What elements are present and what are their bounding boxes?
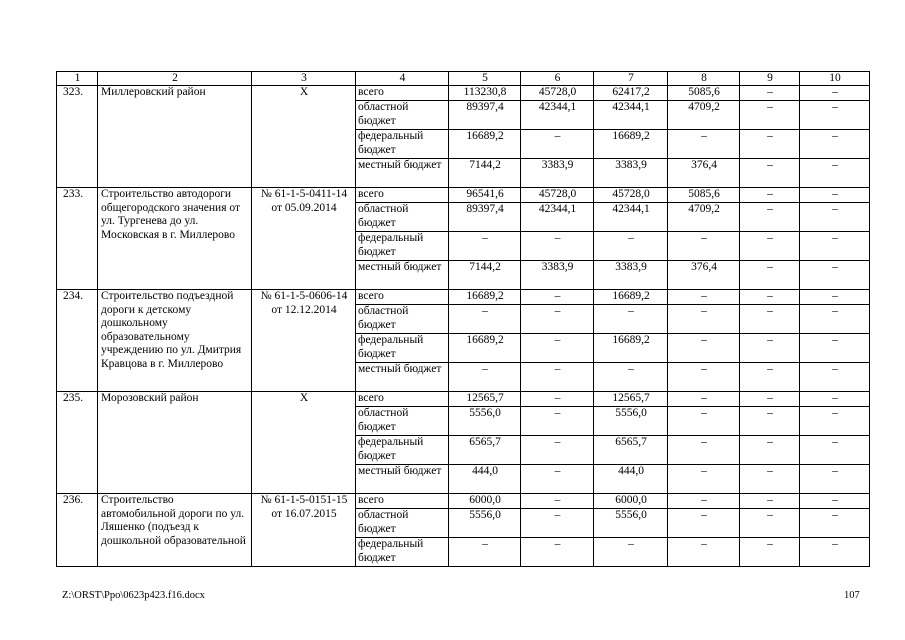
value-cell: 89397,4 xyxy=(449,101,521,130)
value-cell: – xyxy=(740,305,800,334)
funding-source-cell: федеральный бюджет xyxy=(356,436,449,465)
value-cell: 5556,0 xyxy=(594,407,668,436)
funding-source-cell: местный бюджет xyxy=(356,465,449,494)
value-cell: – xyxy=(668,436,740,465)
funding-source-cell: всего xyxy=(356,290,449,305)
table-row xyxy=(57,494,870,509)
value-cell: – xyxy=(521,509,594,538)
table-row xyxy=(57,188,870,203)
value-cell: – xyxy=(740,334,800,363)
value-cell: – xyxy=(740,363,800,392)
row-number-cell: 235. xyxy=(57,392,98,494)
header-cell: 1 xyxy=(57,72,98,86)
value-cell: – xyxy=(800,494,870,509)
table-body xyxy=(57,72,870,567)
funding-source-cell: областной бюджет xyxy=(356,203,449,232)
value-cell: – xyxy=(594,538,668,567)
value-cell: 16689,2 xyxy=(594,290,668,305)
value-cell: – xyxy=(668,363,740,392)
value-cell: 5556,0 xyxy=(449,407,521,436)
value-cell: – xyxy=(521,130,594,159)
value-cell: 45728,0 xyxy=(521,86,594,101)
funding-source-cell: областной бюджет xyxy=(356,101,449,130)
funding-source-cell: областной бюджет xyxy=(356,407,449,436)
value-cell: 45728,0 xyxy=(521,188,594,203)
funding-source-cell: местный бюджет xyxy=(356,261,449,290)
value-cell: – xyxy=(740,130,800,159)
funding-source-cell: федеральный бюджет xyxy=(356,538,449,567)
footer-file-path: Z:\ORST\Ppo\0623p423.f16.docx xyxy=(62,590,205,601)
value-cell: 6565,7 xyxy=(594,436,668,465)
value-cell: – xyxy=(800,392,870,407)
document-number-cell: X xyxy=(252,392,356,494)
value-cell: 6000,0 xyxy=(449,494,521,509)
value-cell: – xyxy=(449,305,521,334)
value-cell: 5556,0 xyxy=(594,509,668,538)
value-cell: 12565,7 xyxy=(594,392,668,407)
value-cell: – xyxy=(800,465,870,494)
row-number-cell: 236. xyxy=(57,494,98,567)
value-cell: – xyxy=(740,159,800,188)
value-cell: 376,4 xyxy=(668,159,740,188)
value-cell: – xyxy=(800,86,870,101)
value-cell: 16689,2 xyxy=(449,130,521,159)
value-cell: – xyxy=(521,392,594,407)
value-cell: – xyxy=(800,101,870,130)
value-cell: – xyxy=(668,392,740,407)
value-cell: – xyxy=(740,101,800,130)
value-cell: – xyxy=(740,392,800,407)
value-cell: – xyxy=(594,363,668,392)
funding-source-cell: всего xyxy=(356,392,449,407)
value-cell: 16689,2 xyxy=(594,130,668,159)
value-cell: – xyxy=(449,538,521,567)
value-cell: – xyxy=(800,232,870,261)
value-cell: 62417,2 xyxy=(594,86,668,101)
funding-source-cell: всего xyxy=(356,188,449,203)
value-cell: 3383,9 xyxy=(594,159,668,188)
funding-source-cell: местный бюджет xyxy=(356,363,449,392)
funding-source-cell: местный бюджет xyxy=(356,159,449,188)
value-cell: – xyxy=(521,305,594,334)
value-cell: – xyxy=(668,407,740,436)
value-cell: 7144,2 xyxy=(449,261,521,290)
value-cell: 3383,9 xyxy=(521,261,594,290)
header-cell: 2 xyxy=(98,72,252,86)
value-cell: – xyxy=(740,261,800,290)
value-cell: – xyxy=(668,334,740,363)
header-row xyxy=(57,72,870,86)
value-cell: 16689,2 xyxy=(594,334,668,363)
value-cell: – xyxy=(668,232,740,261)
value-cell: – xyxy=(740,465,800,494)
header-cell: 3 xyxy=(252,72,356,86)
value-cell: – xyxy=(740,407,800,436)
budget-table xyxy=(56,71,870,567)
value-cell: – xyxy=(800,159,870,188)
value-cell: – xyxy=(668,465,740,494)
value-cell: – xyxy=(668,305,740,334)
value-cell: 6565,7 xyxy=(449,436,521,465)
value-cell: 5085,6 xyxy=(668,188,740,203)
value-cell: – xyxy=(800,188,870,203)
object-name-cell: Строительство подъездной дороги к детскому дошкольному образовательному учреждению по ул. Дмитрия Кравцова в г. Миллерово xyxy=(98,290,252,392)
header-cell: 10 xyxy=(800,72,870,86)
funding-source-cell: федеральный бюджет xyxy=(356,232,449,261)
value-cell: – xyxy=(449,363,521,392)
value-cell: – xyxy=(668,130,740,159)
value-cell: – xyxy=(800,203,870,232)
value-cell: – xyxy=(668,509,740,538)
value-cell: – xyxy=(740,538,800,567)
value-cell: 42344,1 xyxy=(521,101,594,130)
value-cell: – xyxy=(521,407,594,436)
value-cell: – xyxy=(800,305,870,334)
value-cell: – xyxy=(740,509,800,538)
value-cell: 42344,1 xyxy=(521,203,594,232)
value-cell: – xyxy=(800,407,870,436)
object-name-cell: Строительство автодороги общегородского значения от ул. Тургенева до ул. Московская в г. Миллерово xyxy=(98,188,252,290)
value-cell: 113230,8 xyxy=(449,86,521,101)
table-row xyxy=(57,290,870,305)
table-row xyxy=(57,86,870,101)
value-cell: – xyxy=(521,334,594,363)
footer-page-number: 107 xyxy=(844,590,860,601)
row-number-cell: 323. xyxy=(57,86,98,188)
value-cell: – xyxy=(740,203,800,232)
value-cell: 42344,1 xyxy=(594,203,668,232)
value-cell: – xyxy=(521,232,594,261)
value-cell: – xyxy=(521,436,594,465)
value-cell: – xyxy=(449,232,521,261)
header-cell: 7 xyxy=(594,72,668,86)
object-name-cell: Миллеровский район xyxy=(98,86,252,188)
value-cell: – xyxy=(740,494,800,509)
value-cell: – xyxy=(668,538,740,567)
value-cell: – xyxy=(521,290,594,305)
header-cell: 9 xyxy=(740,72,800,86)
value-cell: – xyxy=(740,232,800,261)
value-cell: – xyxy=(740,436,800,465)
header-cell: 5 xyxy=(449,72,521,86)
value-cell: – xyxy=(800,290,870,305)
object-name-cell: Строительство автомобильной дороги по ул. Ляшенко (подъезд к дошкольной образовательной xyxy=(98,494,252,567)
value-cell: 12565,7 xyxy=(449,392,521,407)
value-cell: 6000,0 xyxy=(594,494,668,509)
value-cell: 4709,2 xyxy=(668,101,740,130)
value-cell: – xyxy=(521,494,594,509)
value-cell: – xyxy=(800,363,870,392)
value-cell: 16689,2 xyxy=(449,290,521,305)
value-cell: – xyxy=(800,436,870,465)
value-cell: 444,0 xyxy=(449,465,521,494)
value-cell: – xyxy=(668,290,740,305)
value-cell: 444,0 xyxy=(594,465,668,494)
row-number-cell: 233. xyxy=(57,188,98,290)
value-cell: 4709,2 xyxy=(668,203,740,232)
value-cell: – xyxy=(521,538,594,567)
value-cell: – xyxy=(800,509,870,538)
value-cell: – xyxy=(740,290,800,305)
value-cell: – xyxy=(800,130,870,159)
value-cell: – xyxy=(668,494,740,509)
table-row xyxy=(57,392,870,407)
object-name-cell: Морозовский район xyxy=(98,392,252,494)
value-cell: – xyxy=(800,538,870,567)
funding-source-cell: всего xyxy=(356,86,449,101)
value-cell: 89397,4 xyxy=(449,203,521,232)
value-cell: 96541,6 xyxy=(449,188,521,203)
document-number-cell: № 61-1-5-0151-15 от 16.07.2015 xyxy=(252,494,356,567)
value-cell: – xyxy=(594,232,668,261)
value-cell: – xyxy=(521,363,594,392)
document-number-cell: № 61-1-5-0606-14 от 12.12.2014 xyxy=(252,290,356,392)
value-cell: 16689,2 xyxy=(449,334,521,363)
value-cell: – xyxy=(594,305,668,334)
header-cell: 4 xyxy=(356,72,449,86)
value-cell: 5556,0 xyxy=(449,509,521,538)
value-cell: 5085,6 xyxy=(668,86,740,101)
value-cell: 376,4 xyxy=(668,261,740,290)
funding-source-cell: областной бюджет xyxy=(356,509,449,538)
funding-source-cell: областной бюджет xyxy=(356,305,449,334)
row-number-cell: 234. xyxy=(57,290,98,392)
value-cell: 7144,2 xyxy=(449,159,521,188)
value-cell: 45728,0 xyxy=(594,188,668,203)
value-cell: – xyxy=(800,261,870,290)
value-cell: – xyxy=(740,188,800,203)
value-cell: – xyxy=(521,465,594,494)
header-cell: 6 xyxy=(521,72,594,86)
value-cell: – xyxy=(800,334,870,363)
funding-source-cell: всего xyxy=(356,494,449,509)
funding-source-cell: федеральный бюджет xyxy=(356,130,449,159)
funding-source-cell: федеральный бюджет xyxy=(356,334,449,363)
document-number-cell: № 61-1-5-0411-14 от 05.09.2014 xyxy=(252,188,356,290)
value-cell: 3383,9 xyxy=(521,159,594,188)
value-cell: – xyxy=(740,86,800,101)
value-cell: 42344,1 xyxy=(594,101,668,130)
header-cell: 8 xyxy=(668,72,740,86)
value-cell: 3383,9 xyxy=(594,261,668,290)
document-number-cell: X xyxy=(252,86,356,188)
